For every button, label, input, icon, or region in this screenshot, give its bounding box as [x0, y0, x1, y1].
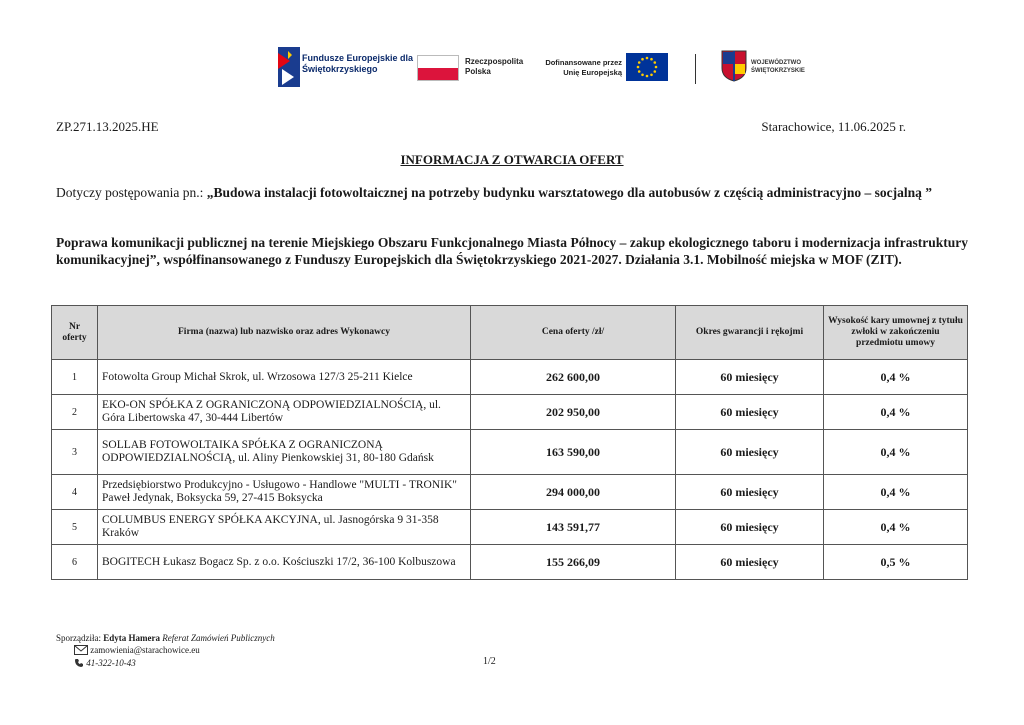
contact-email[interactable]: zamowienia@starachowice.eu — [90, 645, 200, 655]
email-row — [74, 644, 200, 657]
coat-of-arms-icon — [721, 50, 747, 82]
table-row — [52, 360, 968, 395]
header-warranty: Okres gwarancji i rękojmi — [676, 306, 824, 360]
eu-flag-icon — [626, 53, 668, 81]
document-title-text: INFORMACJA Z OTWARCIA OFERT — [400, 152, 624, 167]
rp-logo-text: Rzeczpospolita Polska — [465, 57, 524, 76]
phone-row — [74, 657, 200, 670]
document-reference: ZP.271.13.2025.HE — [56, 119, 159, 134]
cell-warranty: 60 miesięcy — [676, 545, 824, 580]
cell-firm: COLUMBUS ENERGY SPÓŁKA AKCYJNA, ul. Jasnogórska 9 31-358 Kraków — [98, 510, 471, 545]
logo-fundusze-europejskie — [276, 47, 416, 87]
header-firm: Firma (nazwa) lub nazwisko oraz adres Wykonawcy — [98, 306, 471, 360]
procurement-subject: „Budowa instalacji fotowoltaicznej na potrzeby budynku warsztatowego dla autobusów z częścią administracyjno – socjalną ” — [206, 185, 932, 200]
logo-separator — [695, 54, 696, 84]
cell-nr: 2 — [52, 395, 98, 430]
header-price: Cena oferty /zł/ — [471, 306, 676, 360]
table-row — [52, 545, 968, 580]
footer-prepared-by — [56, 632, 275, 644]
envelope-icon — [74, 645, 88, 655]
cell-firm: BOGITECH Łukasz Bogacz Sp. z o.o. Kościuszki 17/2, 36-100 Kolbuszowa — [98, 545, 471, 580]
intro-prefix: Dotyczy postępowania pn.: — [56, 185, 207, 200]
polish-flag-icon — [417, 55, 459, 81]
cell-warranty: 60 miesięcy — [676, 475, 824, 510]
logo-bar — [276, 44, 816, 90]
project-paragraph: Poprawa komunikacji publicznej na terenie Miejskiego Obszaru Funkcjonalnego Miasta Północy – zakup ekologicznego taboru i modernizacja infrastruktury komunikacyjnej”, współfinansowanego z Funduszy Europejskich dla Świętokrzyskiego 2021-2027. Działania 3.1. Mobilność miejska w MOF (ZIT). — [56, 235, 968, 267]
table-row — [52, 430, 968, 475]
eu-logo-text: Dofinansowane przez Unię Europejską — [545, 58, 622, 77]
contact-phone: 41-322-10-43 — [86, 658, 136, 668]
footer-contact — [74, 644, 200, 670]
fe-logo-icon — [276, 47, 300, 87]
logo-eu — [538, 53, 668, 83]
cell-penalty: 0,4 % — [824, 475, 968, 510]
intro-paragraph — [56, 184, 968, 201]
header-penalty: Wysokość kary umownej z tytułu zwłoki w zakończeniu przedmiotu umowy — [824, 306, 968, 360]
cell-penalty: 0,4 % — [824, 360, 968, 395]
logo-wojewodztwo — [721, 50, 821, 84]
cell-firm: SOLLAB FOTOWOLTAIKA SPÓŁKA Z OGRANICZONĄ ODPOWIEDZIALNOŚCIĄ, ul. Aliny Pienkowskiej 31, 80-180 Gdańsk — [98, 430, 471, 475]
prepared-label: Sporządziła: — [56, 633, 104, 643]
cell-warranty: 60 miesięcy — [676, 360, 824, 395]
logo-rzeczpospolita — [417, 55, 527, 85]
phone-icon — [74, 658, 84, 668]
cell-nr: 6 — [52, 545, 98, 580]
offers-table — [51, 305, 968, 580]
table-row — [52, 475, 968, 510]
cell-warranty: 60 miesięcy — [676, 395, 824, 430]
table-row — [52, 395, 968, 430]
table-row — [52, 510, 968, 545]
place-and-date: Starachowice, 11.06.2025 r. — [761, 119, 906, 134]
cell-nr: 1 — [52, 360, 98, 395]
cell-nr: 5 — [52, 510, 98, 545]
table-header-row — [52, 306, 968, 360]
offers-table-body — [52, 360, 968, 580]
cell-penalty: 0,4 % — [824, 510, 968, 545]
cell-price: 294 000,00 — [471, 475, 676, 510]
cell-firm: Przedsiębiorstwo Produkcyjno - Usługowo - Handlowe "MULTI - TRONIK" Paweł Jedynak, Boksycka 59, 27-415 Boksycka — [98, 475, 471, 510]
cell-warranty: 60 miesięcy — [676, 510, 824, 545]
preparer-name: Edyta Hamera — [103, 633, 160, 643]
cell-penalty: 0,5 % — [824, 545, 968, 580]
cell-price: 143 591,77 — [471, 510, 676, 545]
cell-firm: EKO-ON SPÓŁKA Z OGRANICZONĄ ODPOWIEDZIALNOŚCIĄ, ul. Góra Libertowska 47, 30-444 Libertów — [98, 395, 471, 430]
cell-firm: Fotowolta Group Michał Skrok, ul. Wrzosowa 127/3 25-211 Kielce — [98, 360, 471, 395]
cell-nr: 3 — [52, 430, 98, 475]
sw-logo-text: WOJEWÓDZTWO ŚWIĘTOKRZYSKIE — [751, 60, 805, 74]
cell-penalty: 0,4 % — [824, 430, 968, 475]
cell-price: 262 600,00 — [471, 360, 676, 395]
cell-nr: 4 — [52, 475, 98, 510]
cell-price: 163 590,00 — [471, 430, 676, 475]
cell-price: 155 266,09 — [471, 545, 676, 580]
cell-warranty: 60 miesięcy — [676, 430, 824, 475]
page-number: 1/2 — [483, 656, 496, 667]
cell-penalty: 0,4 % — [824, 395, 968, 430]
preparer-department: Referat Zamówień Publicznych — [162, 633, 275, 643]
cell-price: 202 950,00 — [471, 395, 676, 430]
document-title — [0, 152, 1024, 168]
header-nr: Nr oferty — [52, 306, 98, 360]
fe-logo-text: Fundusze Europejskie dla Świętokrzyskiego — [302, 53, 414, 74]
